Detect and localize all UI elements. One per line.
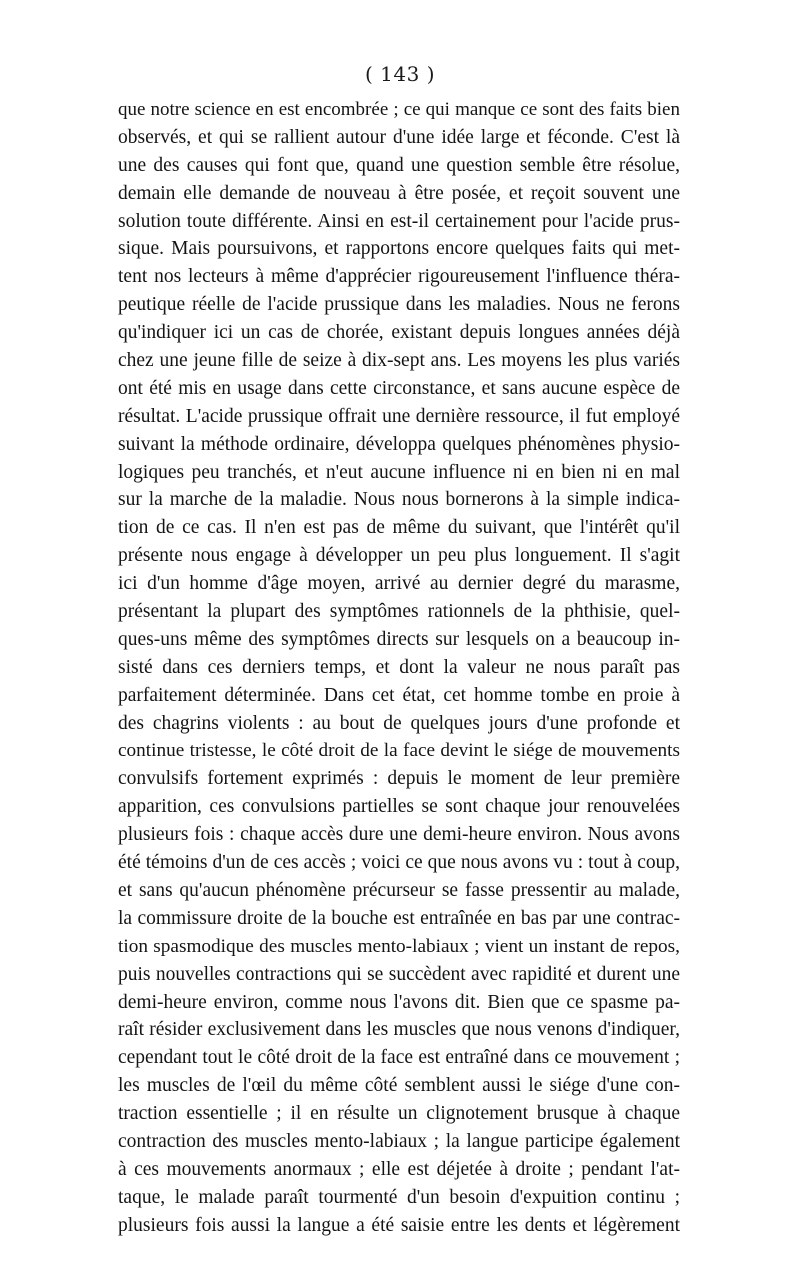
text-line: parfaitement déterminée. Dans cet état, cet homme tombe en proie à bbox=[118, 684, 680, 706]
text-line: les muscles de l'œil du même côté semblent aussi le siége d'une con- bbox=[118, 1075, 680, 1097]
text-line: qu'indiquer ici un cas de chorée, existant depuis longues années déjà bbox=[118, 322, 680, 344]
text-line: plusieurs fois aussi la langue a été saisie entre les dents et légèrement bbox=[118, 1214, 680, 1236]
text-line: résultat. L'acide prussique offrait une dernière ressource, il fut employé bbox=[118, 405, 680, 427]
text-line: puis nouvelles contractions qui se succèdent avec rapidité et durent une bbox=[118, 963, 680, 985]
text-line: contraction des muscles mento-labiaux ; la langue participe également bbox=[118, 1130, 680, 1152]
text-line: apparition, ces convulsions partielles se sont chaque jour renouvelées bbox=[118, 796, 680, 818]
text-line: continue tristesse, le côté droit de la face devint le siége de mouvements bbox=[118, 740, 680, 762]
text-line: tion de ce cas. Il n'en est pas de même du suivant, que l'intérêt qu'il bbox=[118, 517, 680, 539]
text-line: et sans qu'aucun phénomène précurseur se fasse pressentir au malade, bbox=[118, 879, 680, 901]
text-line: ont été mis en usage dans cette circonstance, et sans aucune espèce de bbox=[118, 377, 680, 399]
body-text bbox=[118, 96, 680, 1240]
text-line: solution toute différente. Ainsi en est-il certainement pour l'acide prus- bbox=[118, 210, 680, 232]
text-line: cependant tout le côté droit de la face est entraîné dans ce mouvement ; bbox=[118, 1047, 680, 1069]
text-line: été témoins d'un de ces accès ; voici ce que nous avons vu : tout à coup, bbox=[118, 852, 680, 874]
text-line: sisté dans ces derniers temps, et dont la valeur ne nous paraît pas bbox=[118, 656, 680, 678]
text-line: une des causes qui font que, quand une question semble être résolue, bbox=[118, 154, 680, 176]
text-line: tion spasmodique des muscles mento-labiaux ; vient un instant de repos, bbox=[118, 935, 680, 957]
page-number: ( 143 ) bbox=[365, 62, 435, 86]
text-line: la commissure droite de la bouche est entraînée en bas par une contrac- bbox=[118, 907, 680, 929]
text-line: ici d'un homme d'âge moyen, arrivé au dernier degré du marasme, bbox=[118, 573, 680, 595]
text-line: plusieurs fois : chaque accès dure une demi-heure environ. Nous avons bbox=[118, 824, 680, 846]
text-line: convulsifs fortement exprimés : depuis le moment de leur première bbox=[118, 768, 680, 790]
text-line: demi-heure environ, comme nous l'avons dit. Bien que ce spasme pa- bbox=[118, 991, 680, 1013]
text-line: tent nos lecteurs à même d'apprécier rigoureusement l'influence théra- bbox=[118, 266, 680, 288]
text-line: des chagrins violents : au bout de quelques jours d'une profonde et bbox=[118, 712, 680, 734]
text-line: suivant la méthode ordinaire, développa quelques phénomènes physio- bbox=[118, 433, 680, 455]
text-line: logiques peu tranchés, et n'eut aucune influence ni en bien ni en mal bbox=[118, 461, 680, 483]
text-line: raît résider exclusivement dans les muscles que nous venons d'indiquer, bbox=[118, 1019, 680, 1041]
text-line: présente nous engage à développer un peu plus longuement. Il s'agit bbox=[118, 545, 680, 567]
text-line: traction essentielle ; il en résulte un clignotement brusque à chaque bbox=[118, 1103, 680, 1125]
text-line: sur la marche de la maladie. Nous nous bornerons à la simple indica- bbox=[118, 489, 680, 511]
text-line: à ces mouvements anormaux ; elle est déjetée à droite ; pendant l'at- bbox=[118, 1158, 680, 1180]
text-line: que notre science en est encombrée ; ce qui manque ce sont des faits bien bbox=[118, 99, 680, 120]
text-line: ques-uns même des symptômes directs sur lesquels on a beaucoup in- bbox=[118, 628, 680, 650]
text-line: demain elle demande de nouveau à être posée, et reçoit souvent une bbox=[118, 182, 680, 204]
text-line: taque, le malade paraît tourmenté d'un besoin d'expuition continu ; bbox=[118, 1186, 680, 1208]
text-line: observés, et qui se rallient autour d'une idée large et féconde. C'est là bbox=[118, 126, 680, 148]
text-line: sique. Mais poursuivons, et rapportons encore quelques faits qui met- bbox=[118, 238, 680, 260]
text-line: peutique réelle de l'acide prussique dans les maladies. Nous ne ferons bbox=[118, 294, 680, 316]
text-line: présentant la plupart des symptômes rationnels de la phthisie, quel- bbox=[118, 601, 680, 623]
text-line: chez une jeune fille de seize à dix-sept ans. Les moyens les plus variés bbox=[118, 350, 680, 372]
